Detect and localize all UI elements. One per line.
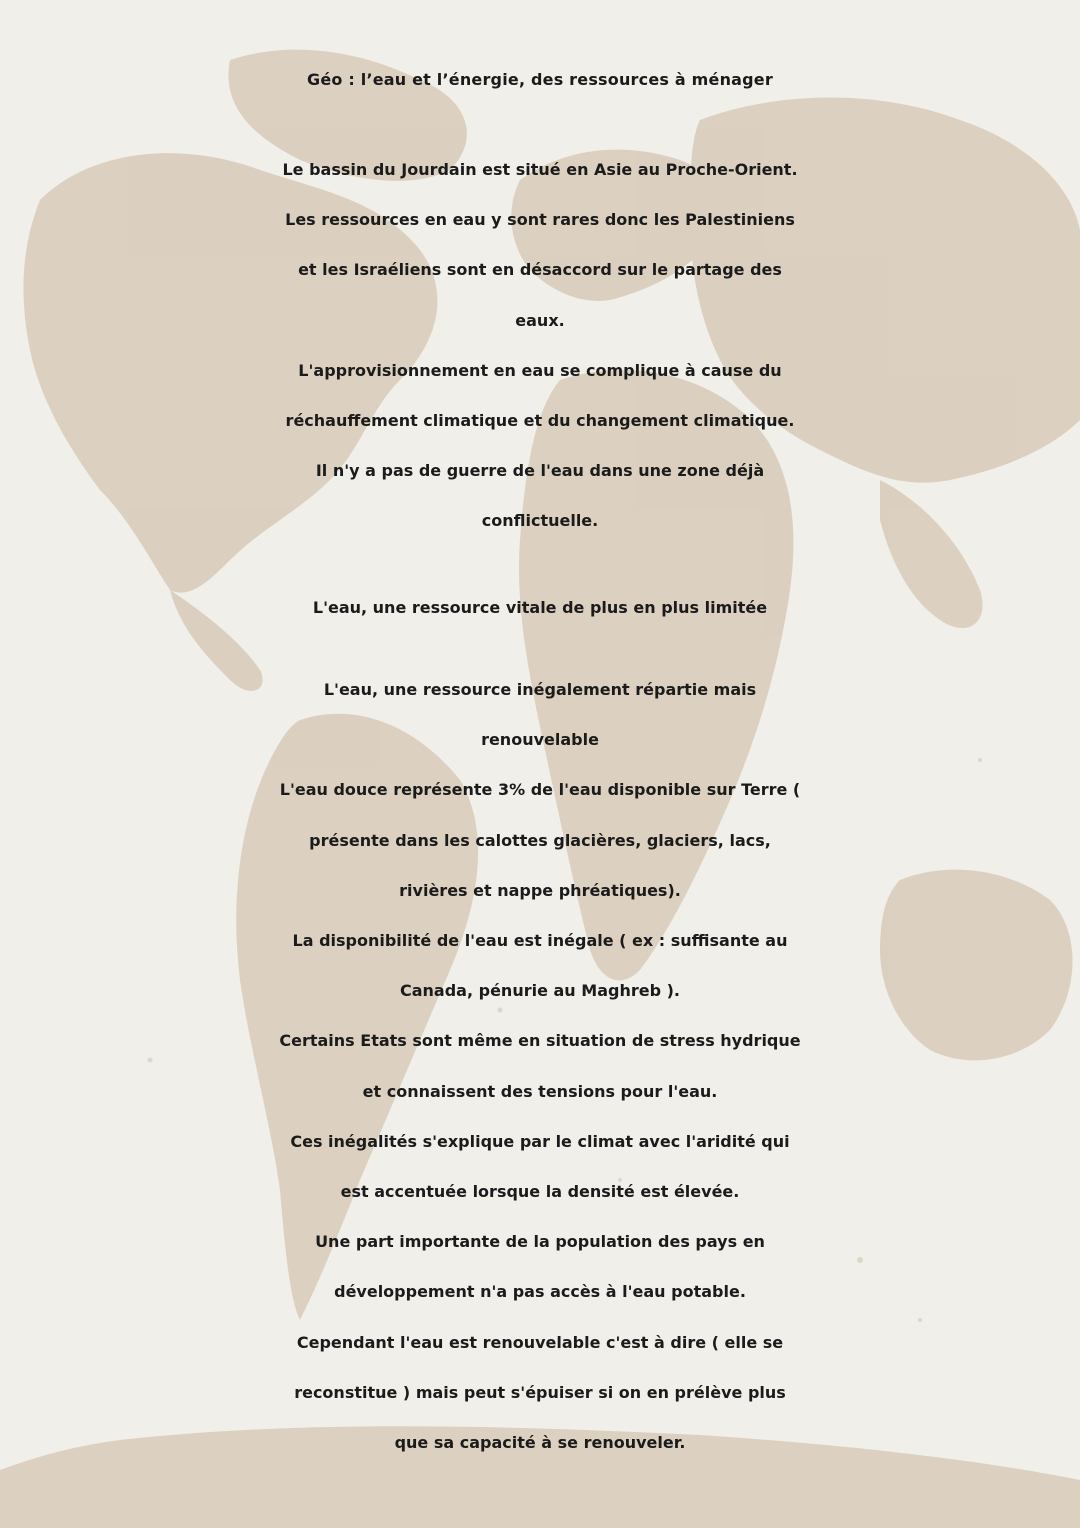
text-line: Le bassin du Jourdain est situé en Asie au Proche-Orient. <box>282 160 798 179</box>
text-line: Ces inégalités s'explique par le climat avec l'aridité qui <box>290 1131 790 1151</box>
paragraph-jourdain <box>0 145 1080 547</box>
text-line: développement n'a pas accès à l'eau potable. <box>334 1282 746 1302</box>
text-line: L'approvisionnement en eau se complique à cause du <box>298 360 782 380</box>
text-line: La disponibilité de l'eau est inégale ( ex : suffisante au <box>292 931 788 951</box>
text-line: conflictuelle. <box>481 511 599 531</box>
text-line: et les Israéliens sont en désaccord sur le partage des <box>298 260 782 280</box>
text-line: Les ressources en eau y sont rares donc les Palestiniens <box>285 210 795 230</box>
text-line: rivières et nappe phréatiques). <box>399 880 681 900</box>
page-title: Géo : l’eau et l’énergie, des ressources à ménager <box>307 70 773 89</box>
text-line: que sa capacité à se renouveler. <box>394 1433 686 1453</box>
text-line: L'eau douce représente 3% de l'eau disponible sur Terre ( <box>279 780 801 800</box>
text-line: et connaissent des tensions pour l'eau. <box>362 1081 718 1101</box>
text-line: Une part importante de la population des pays en <box>315 1232 765 1252</box>
text-line: Certains Etats sont même en situation de stress hydrique <box>279 1031 801 1051</box>
section-heading: L'eau, une ressource vitale de plus en plus limitée <box>312 598 768 617</box>
text-line: présente dans les calottes glacières, glaciers, lacs, <box>309 830 771 850</box>
text-line: eaux. <box>515 310 565 330</box>
text-line: Cependant l'eau est renouvelable c'est à dire ( elle se <box>296 1332 784 1352</box>
text-line: réchauffement climatique et du changement climatique. <box>285 411 795 431</box>
paragraph-ressource <box>0 665 1080 1468</box>
text-line: renouvelable <box>481 730 599 750</box>
text-line: reconstitue ) mais peut s'épuiser si on en prélève plus <box>294 1382 786 1402</box>
text-line: L'eau, une ressource inégalement répartie mais <box>323 680 757 699</box>
text-line: est accentuée lorsque la densité est élevée. <box>340 1182 740 1202</box>
text-line: Canada, pénurie au Maghreb ). <box>400 981 680 1001</box>
text-line: Il n'y a pas de guerre de l'eau dans une zone déjà <box>315 461 765 481</box>
